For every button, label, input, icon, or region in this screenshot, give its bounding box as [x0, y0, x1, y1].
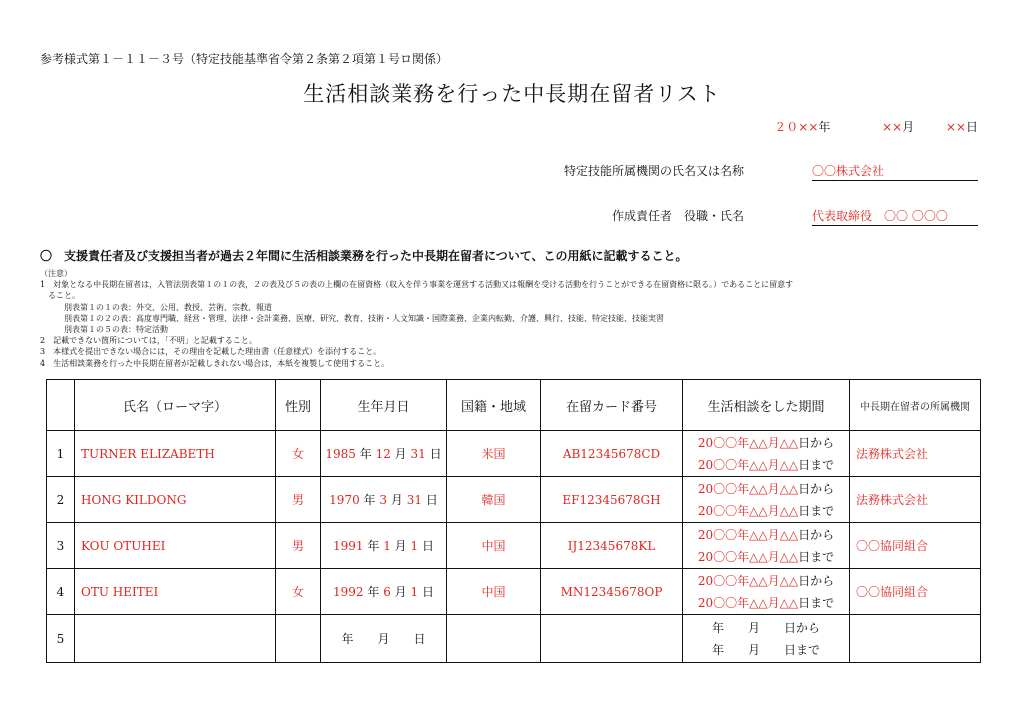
note-4: 4 生活相談業務を行った中長期在留者が記載しきれない場合は，本紙を複製して使用すること。	[40, 358, 390, 368]
page-title: 生活相談業務を行った中長期在留者リスト	[303, 82, 721, 106]
header-number	[47, 380, 75, 431]
row-number: 4	[47, 569, 75, 615]
resident-sex-empty	[276, 615, 321, 663]
date-day: ××	[945, 120, 966, 134]
dob-year: 1970	[329, 493, 360, 507]
resident-org: 法務株式会社	[850, 477, 981, 523]
period-to-empty: 年 月 日まで	[711, 642, 820, 657]
dob-day-unit: 日	[421, 539, 434, 553]
residents-table	[46, 379, 981, 663]
dob-year: 1992	[332, 585, 364, 599]
resident-name: OTU HEITEI	[75, 569, 276, 615]
note-1-table5: 別表第１の５の表：特定活動	[64, 325, 168, 335]
consult-period	[683, 523, 850, 569]
note-1-cont: ること。	[48, 291, 80, 301]
dob-year: 1991	[332, 539, 364, 553]
consult-period	[683, 431, 850, 477]
note-1-table1: 別表第１の１の表：外交、公用、教授、芸術、宗教、報道	[64, 302, 272, 312]
dob-day: 1	[410, 539, 419, 553]
institution-value: 〇〇株式会社	[812, 162, 978, 181]
header-nationality: 国籍・地域	[447, 380, 541, 431]
dob-month-unit: 月	[394, 539, 407, 553]
resident-card: MN12345678OP	[541, 569, 683, 615]
consult-period-empty	[683, 615, 850, 663]
period-to-suffix: 日まで	[798, 549, 835, 564]
row-number: 3	[47, 523, 75, 569]
date-year: ２０××	[774, 120, 819, 134]
table-row	[47, 431, 981, 477]
period-to-suffix: 日まで	[798, 457, 835, 472]
table-row-empty	[47, 615, 981, 663]
dob-year-unit: 年	[363, 493, 376, 507]
resident-nationality: 中国	[447, 523, 541, 569]
dob-year: 1985	[325, 447, 356, 461]
period-to: 20〇〇年△△月△△	[697, 457, 799, 472]
period-from-suffix: 日から	[798, 481, 835, 496]
resident-card: AB12345678CD	[541, 431, 683, 477]
dob-day-unit: 日	[425, 493, 438, 507]
resident-nationality: 中国	[447, 569, 541, 615]
form-reference: 参考様式第１－１１－３号（特定技能基準省令第２条第２項第１号ロ関係）	[40, 52, 449, 66]
date-month: ××	[882, 120, 903, 134]
dob-month: 12	[375, 447, 391, 461]
resident-org: 〇〇協同組合	[850, 523, 981, 569]
header-name: 氏名（ローマ字）	[75, 380, 276, 431]
period-to: 20〇〇年△△月△△	[697, 503, 799, 518]
resident-nationality: 韓国	[447, 477, 541, 523]
resident-nationality: 米国	[447, 431, 541, 477]
period-from: 20〇〇年△△月△△	[697, 435, 799, 450]
header-period: 生活相談をした期間	[683, 380, 850, 431]
resident-card-empty	[541, 615, 683, 663]
dob-month-unit: 月	[390, 493, 403, 507]
period-to-suffix: 日まで	[798, 595, 835, 610]
period-from: 20〇〇年△△月△△	[697, 481, 799, 496]
resident-card: IJ12345678KL	[541, 523, 683, 569]
header-card: 在留カード番号	[541, 380, 683, 431]
resident-dob	[321, 523, 447, 569]
dob-month-unit: 月	[394, 585, 407, 599]
period-to: 20〇〇年△△月△△	[697, 549, 799, 564]
resident-org: 〇〇協同組合	[850, 569, 981, 615]
dob-month: 1	[383, 539, 391, 553]
dob-month: 6	[383, 585, 391, 599]
date-month-unit: 月	[902, 120, 915, 134]
dob-day: 31	[406, 493, 422, 507]
row-number: 5	[47, 615, 75, 663]
resident-sex: 男	[276, 477, 321, 523]
date-year-unit: 年	[818, 120, 831, 134]
note-2: 2 記載できない箇所については，「不明」と記載すること。	[40, 336, 257, 346]
note-1: 1 対象となる中長期在留者は，入管法別表第１の１の表，２の表及び５の表の上欄の在留資格（収入を伴う事業を運営する活動又は報酬を受ける活動を行うことができる在留資格に限る。）であることに留意す	[40, 280, 794, 290]
resident-nationality-empty	[447, 615, 541, 663]
note-3: 3 本様式を提出できない場合には，その理由を記載した理由書（任意様式）を添付すること。	[40, 347, 382, 357]
row-number: 2	[47, 477, 75, 523]
table-row	[47, 523, 981, 569]
document-date	[774, 118, 978, 135]
resident-name: TURNER ELIZABETH	[75, 431, 276, 477]
note-1-table2: 別表第１の２の表：高度専門職、経営・管理、法律・会計業務、医療、研究、教育、技術・人文知識・国際業務、企業内転勤、介護、興行、技能、特定技能、技能実習	[64, 313, 664, 323]
dob-day: 31	[410, 447, 426, 461]
dob-day-unit: 日	[429, 447, 442, 461]
resident-dob	[321, 477, 447, 523]
consult-period	[683, 569, 850, 615]
responsible-value: 代表取締役 〇〇 〇〇〇	[812, 207, 978, 226]
period-from-suffix: 日から	[798, 527, 835, 542]
resident-dob-empty: 年 月 日	[321, 615, 447, 663]
dob-year-unit: 年	[367, 585, 380, 599]
header-sex: 性別	[276, 380, 321, 431]
notes-heading: （注意）	[40, 269, 72, 278]
period-from-empty: 年 月 日から	[711, 620, 820, 635]
dob-day: 1	[410, 585, 419, 599]
header-dob: 生年月日	[321, 380, 447, 431]
resident-name-empty	[75, 615, 276, 663]
resident-sex: 女	[276, 431, 321, 477]
dob-year-unit: 年	[359, 447, 372, 461]
table-row	[47, 477, 981, 523]
resident-sex: 男	[276, 523, 321, 569]
resident-dob	[321, 431, 447, 477]
responsible-label: 作成責任者 役職・氏名	[611, 209, 744, 223]
table-header-row	[47, 380, 981, 431]
table-row	[47, 569, 981, 615]
period-to-suffix: 日まで	[798, 503, 835, 518]
notes-section	[40, 268, 990, 369]
resident-name: KOU OTUHEI	[75, 523, 276, 569]
dob-month: 3	[379, 493, 388, 507]
institution-label: 特定技能所属機関の氏名又は名称	[563, 164, 744, 178]
period-from-suffix: 日から	[798, 435, 835, 450]
resident-sex: 女	[276, 569, 321, 615]
period-from: 20〇〇年△△月△△	[697, 527, 799, 542]
period-from-suffix: 日から	[798, 573, 835, 588]
header-org: 中長期在留者の所属機関	[850, 380, 981, 431]
date-day-unit: 日	[965, 120, 978, 134]
dob-year-unit: 年	[367, 539, 380, 553]
resident-name: HONG KILDONG	[75, 477, 276, 523]
resident-org: 法務株式会社	[850, 431, 981, 477]
period-to: 20〇〇年△△月△△	[697, 595, 799, 610]
resident-dob	[321, 569, 447, 615]
resident-org-empty	[850, 615, 981, 663]
row-number: 1	[47, 431, 75, 477]
dob-day-unit: 日	[421, 585, 434, 599]
consult-period	[683, 477, 850, 523]
resident-card: EF12345678GH	[541, 477, 683, 523]
notice-text: 〇 支援責任者及び支援担当者が過去２年間に生活相談業務を行った中長期在留者について、この用紙に記載すること。	[40, 249, 688, 263]
period-from: 20〇〇年△△月△△	[697, 573, 799, 588]
dob-month-unit: 月	[394, 447, 407, 461]
